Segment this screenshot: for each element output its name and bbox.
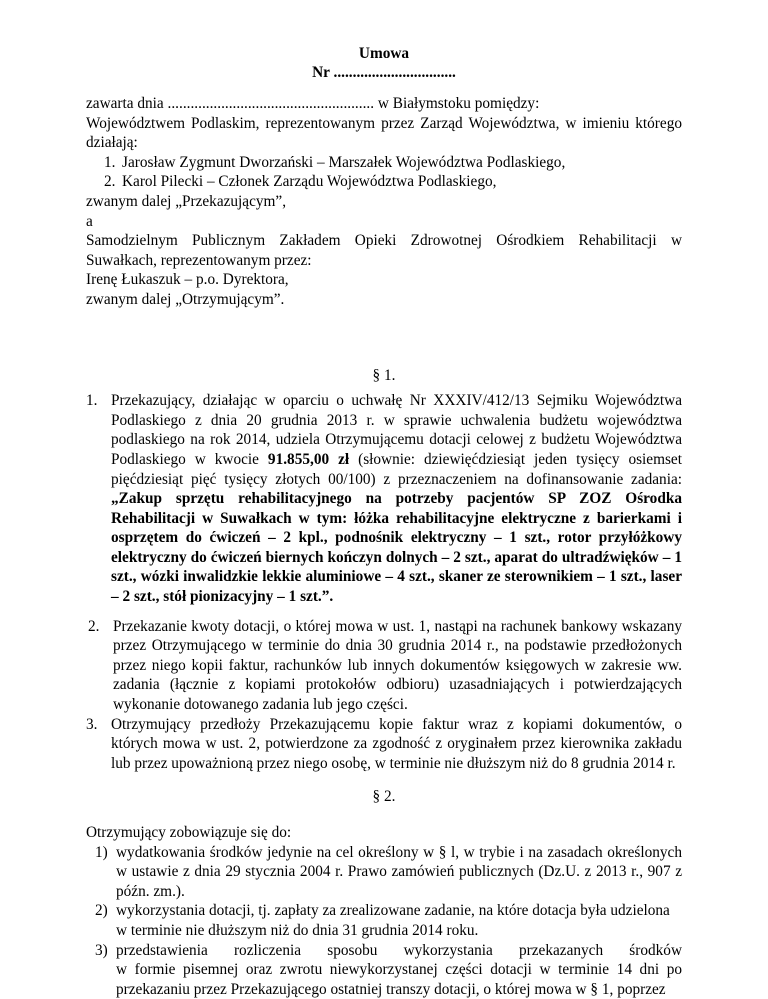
list-item: 1. Jarosław Zygmunt Dworzański – Marszałek Województwa Podlaskiego, <box>104 153 566 171</box>
section-1-item-2: 2. Przekazanie kwoty dotacji, o której mowa w ust. 1, nastąpi na rachunek bankowy wskazany przez Otrzymującego w terminie do dnia 30 grudnia 2014 r., na podstawie przedłożonych przez niego kopii faktur, rachunków lub innych dokumentów księgowych w zakresie ww. zadania (łącznie z kopiami protokołów odbioru) uzasadniających i potwierdzających wykonanie dotowanego zadania lub jego części. <box>88 617 682 714</box>
intro-zwanym-przekazujacym: zwanym dalej „Przekazującym”, <box>86 192 287 210</box>
contract-number: Nr ................................ <box>312 64 456 81</box>
list-item: 2. Karol Pilecki – Członek Zarządu Województwa Podlaskiego, <box>104 173 497 191</box>
intro-director: Irenę Łukaszuk – p.o. Dyrektora, <box>86 271 289 289</box>
representatives-list <box>86 153 682 192</box>
intro-party1: Województwem Podlaskim, reprezentowanym przez Zarząd Województwa, w imieniu którego działają: <box>86 114 682 152</box>
task-description: „Zakup sprzętu rehabilitacyjnego na potrzeby pacjentów SP ZOZ Ośrodka Rehabilitacji w Suwałkach w tym: łóżka rehabilitacyjne elektryczne z barierkami i osprzętem do ćwiczeń – 2 kpl., podnośnik elektryczny – 1 szt., rotor przyłóżkowy elektryczny do ćwiczeń biernych kończyn dolnych – 2 szt., aparat do ultradźwięków – 1 szt., wózki inwalidzkie lekkie aluminiowe – 4 szt., skaner ze sterownikiem – 1 szt., laser – 2 szt., stół pionizacyjny – 1 szt.”. <box>111 490 682 606</box>
list-item: 2) wykorzystania dotacji, tj. zapłaty za zrealizowane zadanie, na które dotacja była udzielona w terminie nie dłuższym niż do dnia 31 grudnia 2014 roku. <box>95 902 670 939</box>
section-1-item-1: 1. Przekazujący, działając w oparciu o uchwałę Nr XXXIV/412/13 Sejmiku Województwa Podlaskiego z dnia 20 grudnia 2013 r. w sprawie uchwalenia budżetu województwa podlaskiego na rok 2014, udziela Otrzymującemu dotacji celowej z budżetu Województwa Podlaskiego w kwocie 91.855,00 zł (słownie: dziewięćdziesiąt jeden tysięcy osiemset pięćdziesiąt pięć tysięcy złotych 00/100) z przeznaczeniem na dofinansowanie zadania: „Zakup sprzętu rehabilitacyjnego na potrzeby pacjentów SP ZOZ Ośrodka Rehabilitacji w Suwałkach w tym: łóżka rehabilitacyjne elektryczne z barierkami i osprzętem do ćwiczeń – 2 kpl., podnośnik elektryczny – 1 szt., rotor przyłóżkowy elektryczny do ćwiczeń biernych kończyn dolnych – 2 szt., aparat do ultradźwięków – 1 szt., wózki inwalidzkie lekkie aluminiowe – 4 szt., skaner ze sterownikiem – 1 szt., laser – 2 szt., stół pionizacyjny – 1 szt.”. <box>86 392 682 606</box>
section-2-heading: § 2. <box>372 788 396 806</box>
section-2-intro: Otrzymujący zobowiązuje się do: <box>86 824 292 841</box>
intro-zwanym-otrzymujacym: zwanym dalej „Otrzymującym”. <box>86 290 285 308</box>
document-title: Umowa <box>358 45 410 62</box>
intro-party2: Samodzielnym Publicznym Zakładem Opieki Zdrowotnej Ośrodkiem Rehabilitacji w Suwałkach, reprezentowanym przez: <box>86 232 682 269</box>
intro-a: a <box>86 212 93 230</box>
obligations-list <box>86 843 682 999</box>
section-1-item-3: 3. Otrzymujący przedłoży Przekazującemu kopie faktur wraz z kopiami dokumentów, o których mowa w ust. 2, potwierdzone za zgodność z oryginałem przez kierownika zakładu lub przez upoważnioną przez niego osobę, w terminie nie dłuższym niż do 8 grudnia 2014 r. <box>86 715 682 772</box>
grant-amount: 91.855,00 zł <box>267 450 350 468</box>
intro-date-line: zawarta dnia ...................................................... w Białymstoku pomiędzy: <box>86 95 540 112</box>
list-item: 3) przedstawienia rozliczenia sposobu wykorzystania przekazanych środków w formie pisemnej oraz zwrotu niewykorzystanej części dotacji w terminie 14 dni po przekazaniu przez Przekazującego ostatniej transzy dotacji, o której mowa w § 1, poprzez <box>95 941 682 998</box>
section-1-heading: § 1. <box>372 366 396 384</box>
document-page <box>86 44 682 999</box>
list-item: 1) wydatkowania środków jedynie na cel określony w § l, w trybie i na zasadach określonych w ustawie z dnia 29 stycznia 2004 r. Prawo zamówień publicznych (Dz.U. z 2013 r., 907 z późn. zm.). <box>95 843 682 900</box>
